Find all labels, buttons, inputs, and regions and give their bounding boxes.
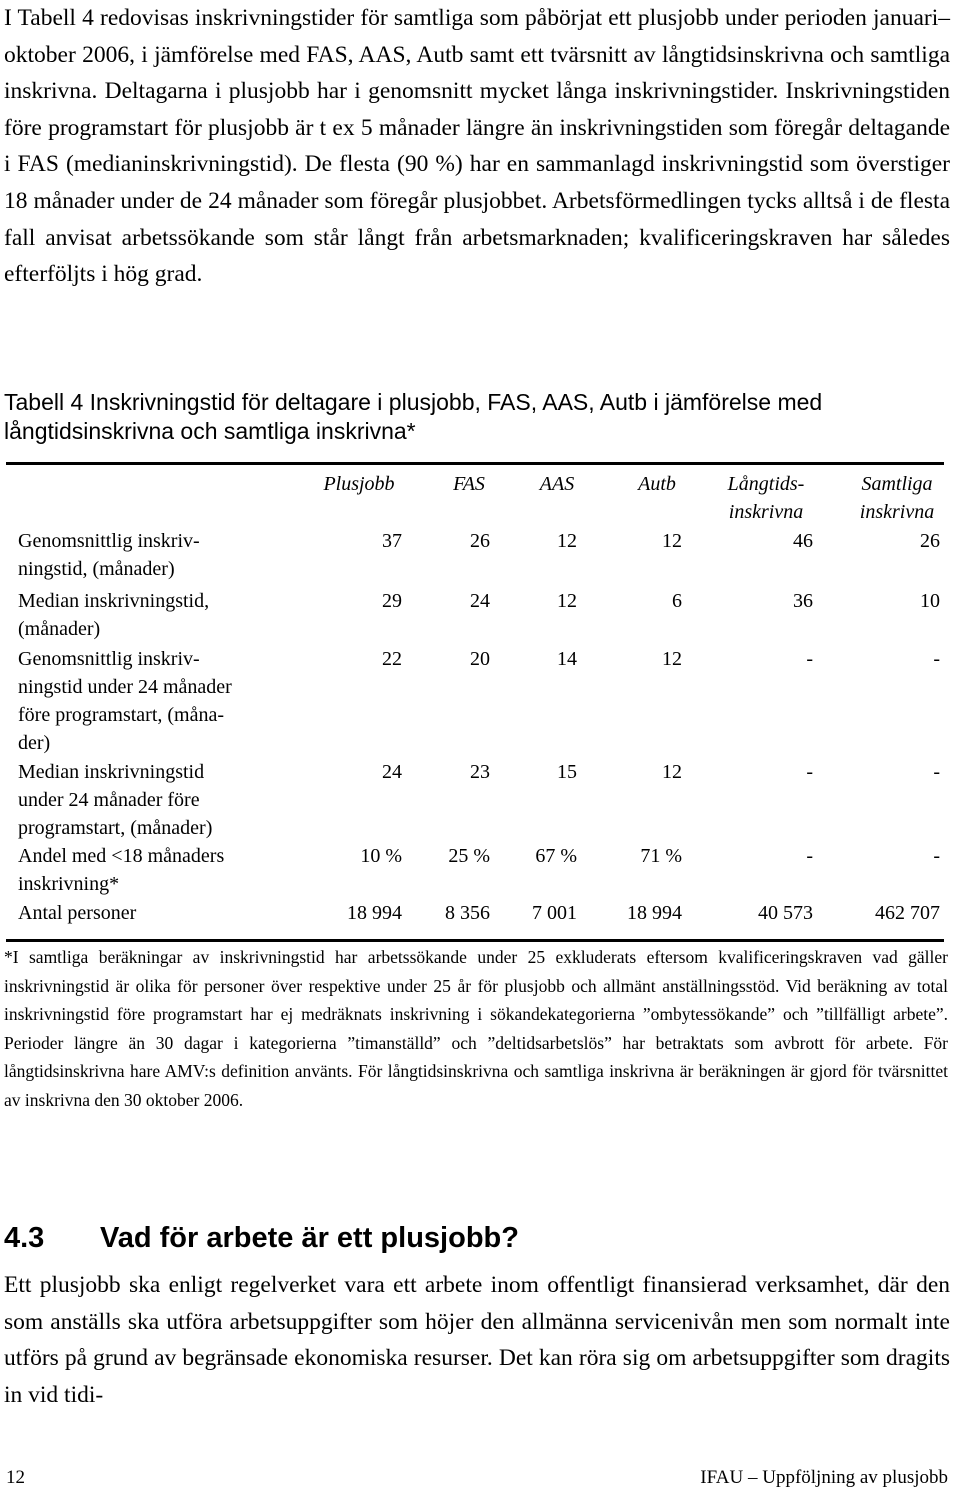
table-caption: Tabell 4 Inskrivningstid för deltagare i plusjobb, FAS, AAS, Autb i jämförelse med långtidsinskrivna och samtliga inskrivna*: [4, 389, 823, 444]
table-cell: 14: [557, 648, 577, 670]
table-cell: 12: [662, 648, 682, 670]
row-label: Genomsnittlig inskriv-: [18, 530, 200, 552]
table-cell: 36: [793, 590, 813, 612]
row-label: Andel med <18 månaders: [18, 845, 225, 867]
column-header: inskrivna: [728, 501, 804, 523]
intro-paragraph: [4, 0, 950, 293]
section-title: Vad för arbete är ett plusjobb?: [100, 1222, 519, 1254]
intro-text: I Tabell 4 redovisas inskrivningstider för samtliga som påbörjat ett plusjobb under perioden januari–oktober 2006, i jämförelse med FAS, AAS, Autb samt ett tvärsnitt av långtidsinskrivna och samtliga inskrivna. Deltagarna i plusjobb har i genomsnitt mycket långa inskrivningstider. Inskrivningstiden före programstart för plusjobb är t ex 5 månader längre än inskrivningstiden som föregår deltagande i FAS (medianinskrivningstid). De flesta (90 %) har en sammanlagd inskrivningstid som överstiger 18 månader under de 24 månader som föregår plusjobbet. Arbetsförmedlingen tycks alltså i de flesta fall anvisat arbetssökande som står långt från arbetsmarknaden; kvalificeringskraven har således efterföljts i hög grad.: [4, 5, 950, 288]
table-cell: 7 001: [532, 902, 577, 924]
column-header: Samtliga: [861, 473, 933, 495]
row-label: Median inskrivningstid: [18, 761, 205, 783]
table-cell: 40 573: [758, 902, 813, 924]
table-cell: 15: [557, 761, 577, 783]
table-cell: -: [806, 648, 813, 670]
table-bottom-rule: [6, 939, 944, 942]
table-cell: 18 994: [627, 902, 682, 924]
table-cell: -: [933, 761, 940, 783]
row-label: Genomsnittlig inskriv-: [18, 648, 200, 670]
table-cell: 29: [382, 590, 402, 612]
table-cell: 6: [672, 590, 682, 612]
table-cell: 12: [662, 761, 682, 783]
table-cell: 37: [382, 530, 402, 552]
table-top-rule: [6, 462, 944, 465]
row-label: programstart, (månader): [18, 817, 213, 839]
table-cell: 23: [470, 761, 490, 783]
table-footnote: *I samtliga beräkningar av inskrivningstid har arbetssökande under 25 exkluderats eftersom kvalificeringskraven vad gäller inskrivningstid är olika för personer över respektive under 25 år för plusjobb och allmänt anställningsstöd. Vid beräkning av total inskrivningstid före programstart har ej medräknats inskrivning i sökandekategorierna ”ombytessökande” och ”tillfälligt arbete”. Perioder längre än 30 dagar i kategorierna ”timanställd” och ”deltidsarbetslös” har betraktats som avbrott för arbete. För långtidsinskrivna hare AMV:s definition använts. För långtidsinskrivna och samtliga inskrivna är beräkningen är gjord för tvärsnittet av inskrivna den 30 oktober 2006.: [4, 947, 948, 1110]
column-header: inskrivna: [859, 501, 935, 523]
table-cell: 26: [470, 530, 490, 552]
table-cell: -: [806, 761, 813, 783]
table-cell: 12: [662, 530, 682, 552]
row-label: före programstart, (måna-: [18, 704, 225, 726]
row-label: inskrivning*: [18, 873, 120, 895]
row-label: ningstid under 24 månader: [18, 676, 232, 698]
table-cell: 24: [382, 761, 402, 783]
column-header: Långtids-: [727, 473, 805, 495]
page-number: 12: [6, 1467, 25, 1488]
row-label: der): [18, 732, 51, 754]
table-cell: 462 707: [875, 902, 940, 924]
section-number: 4.3: [4, 1222, 45, 1254]
table-cell: 22: [382, 648, 402, 670]
table-cell: -: [933, 648, 940, 670]
column-header: AAS: [539, 473, 575, 495]
table-cell: 26: [920, 530, 940, 552]
table-cell: 46: [793, 530, 813, 552]
table-cell: 12: [557, 530, 577, 552]
table-cell: 12: [557, 590, 577, 612]
table-cell: 20: [470, 648, 490, 670]
column-header: Plusjobb: [323, 473, 395, 495]
row-label: (månader): [18, 618, 101, 640]
section-body-text: Ett plusjobb ska enligt regelverket vara ett arbete inom offentligt finansierad verksamhet, där den som anställs ska utföra arbetsuppgifter som höjer den allmänna servicenivån men som normalt inte utförs på grund av begränsade ekonomiska resurser. Det kan röra sig om arbetsuppgifter som dragits in vid tidi-: [4, 1272, 950, 1408]
table-cell: 67 %: [535, 845, 577, 867]
table-cell: 71 %: [640, 845, 682, 867]
table-cell: 25 %: [448, 845, 490, 867]
table-cell: -: [933, 845, 940, 867]
table-cell: 8 356: [445, 902, 490, 924]
table-cell: 24: [470, 590, 490, 612]
row-label: Antal personer: [18, 902, 137, 924]
column-header: Autb: [638, 473, 676, 495]
row-label: ningstid, (månader): [18, 558, 175, 580]
table-cell: -: [806, 845, 813, 867]
section-heading: [4, 1220, 519, 1256]
column-header: FAS: [453, 473, 485, 495]
row-label: Median inskrivningstid,: [18, 590, 210, 612]
table-cell: 10: [920, 590, 940, 612]
row-label: under 24 månader före: [18, 789, 200, 811]
table-cell: 18 994: [347, 902, 402, 924]
table-cell: 10 %: [360, 845, 402, 867]
footer-title: IFAU – Uppföljning av plusjobb: [700, 1467, 948, 1488]
